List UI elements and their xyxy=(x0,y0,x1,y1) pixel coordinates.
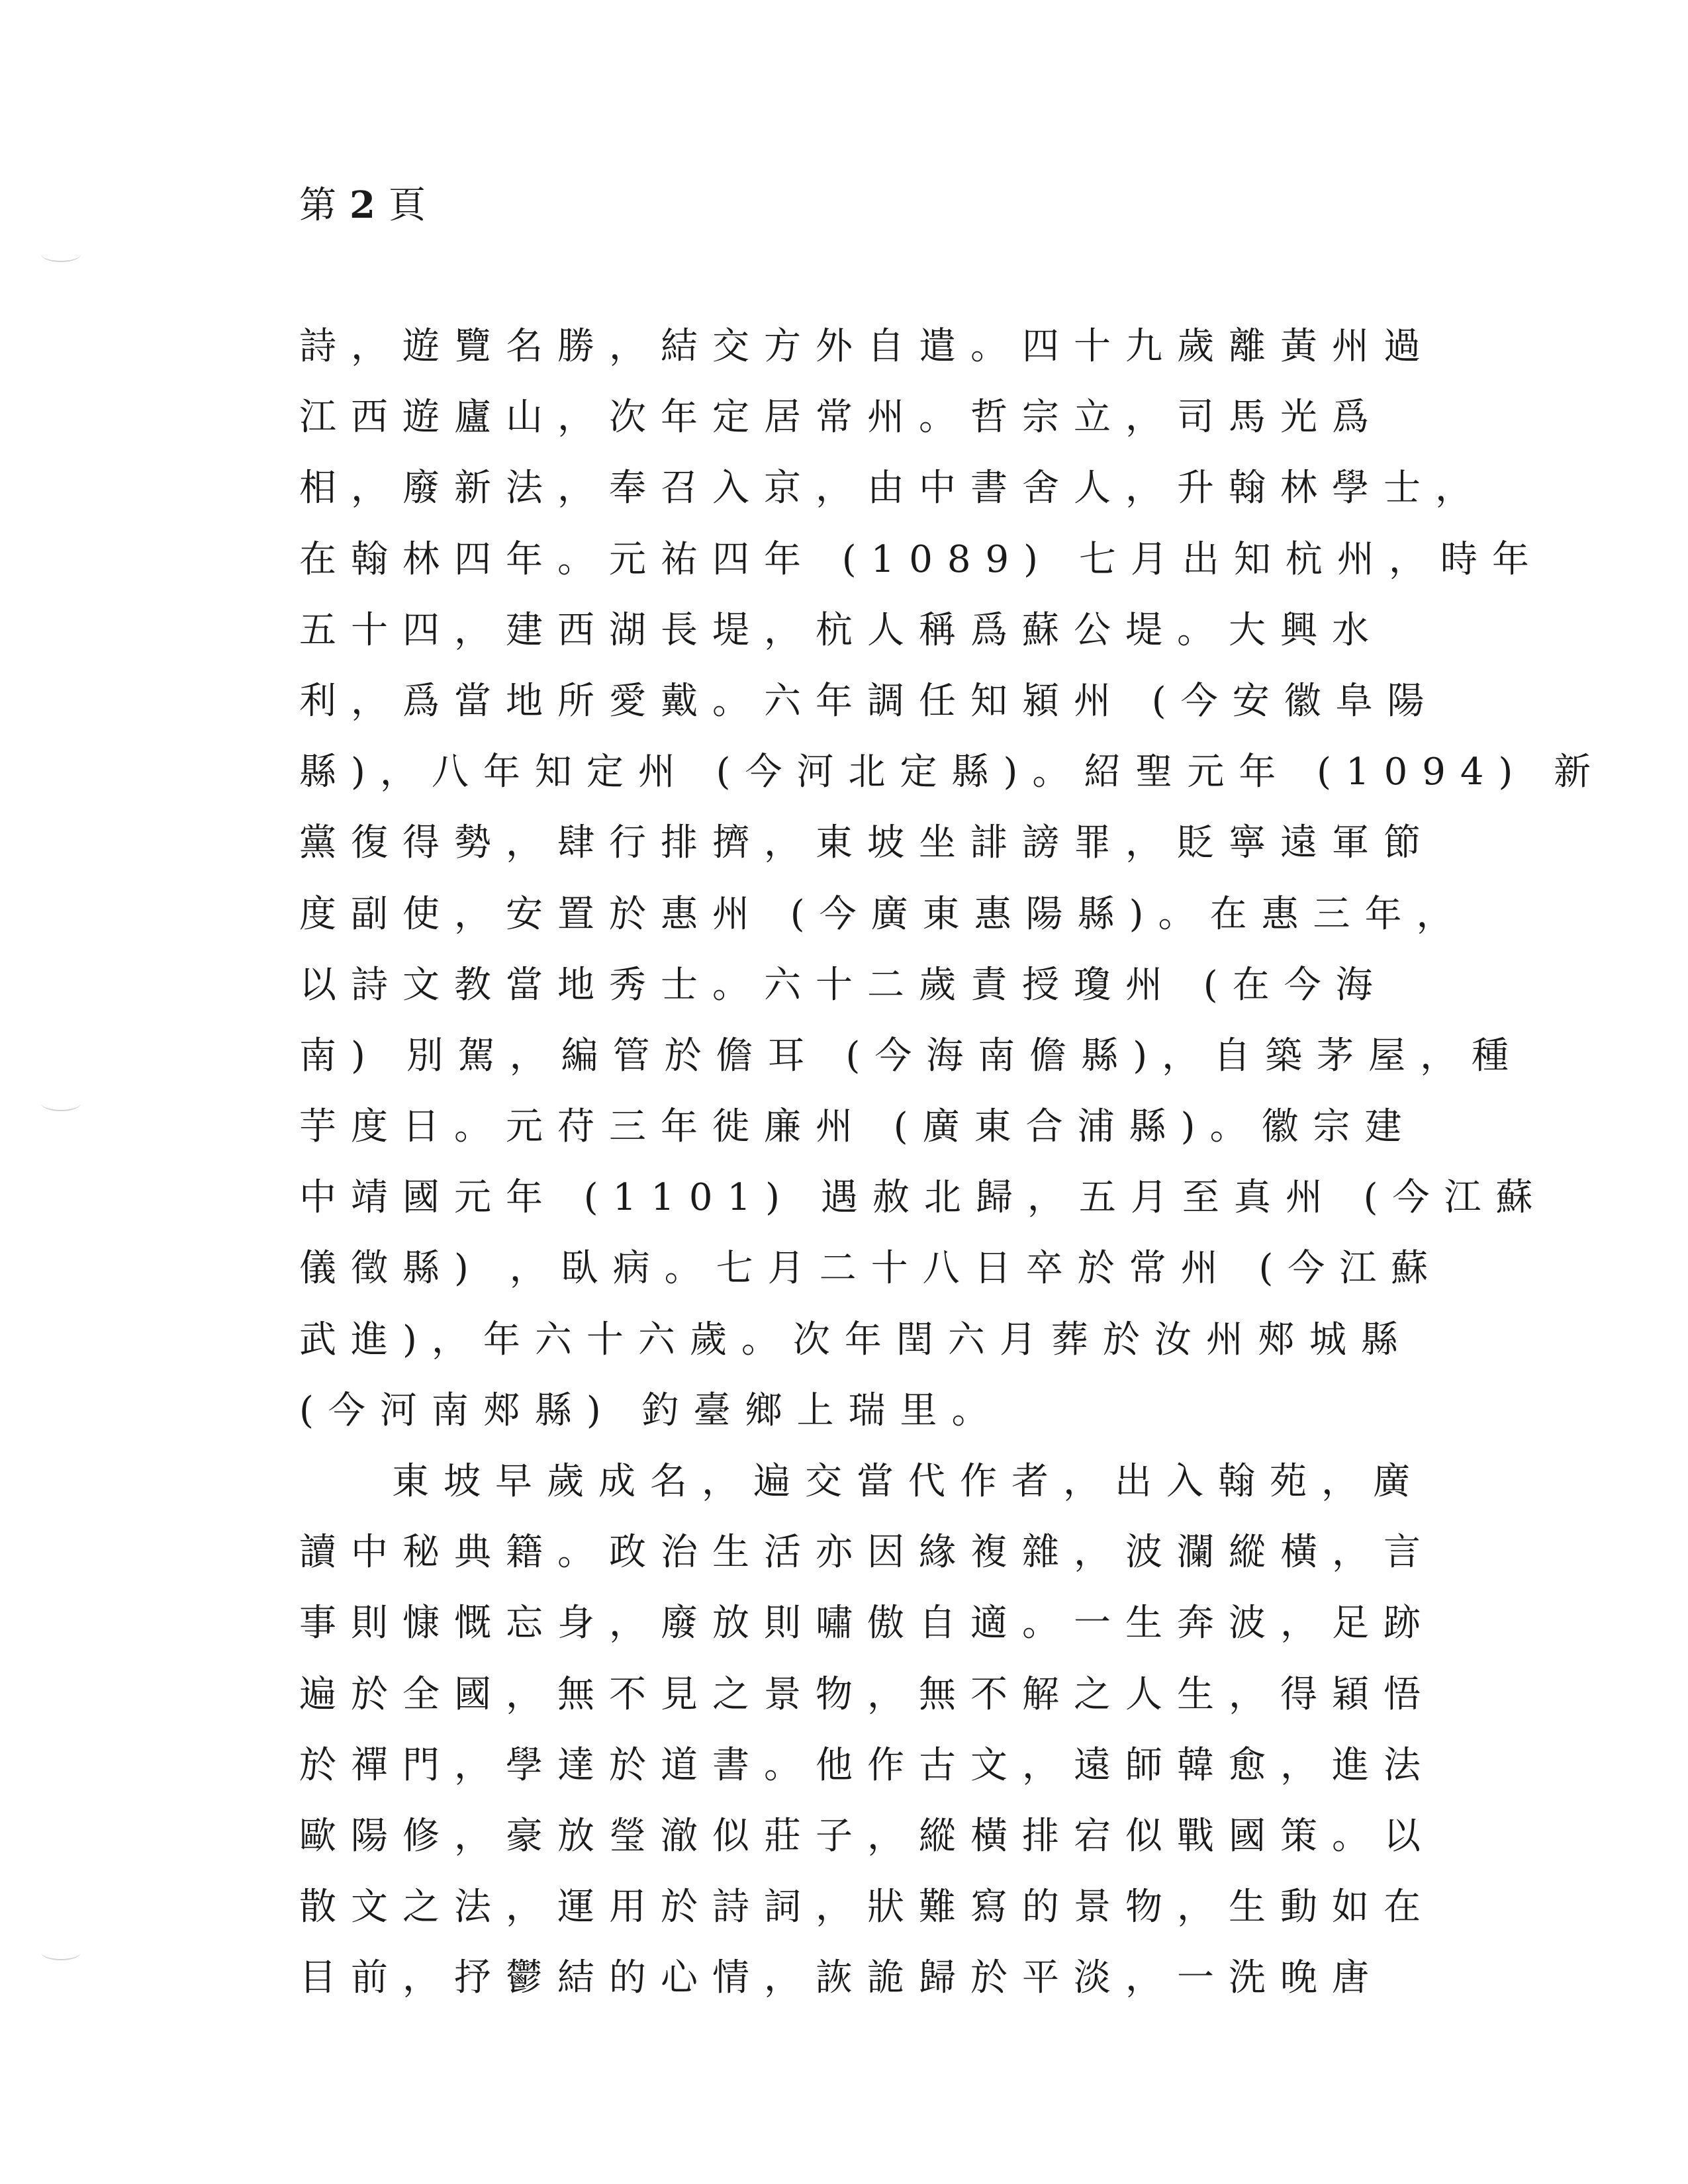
text-line: 儀徵縣) ，臥病。七月二十八日卒於常州 (今江蘇 xyxy=(299,1247,1443,1291)
text-line: 遍於全國，無不見之景物，無不解之人生，得穎悟 xyxy=(299,1672,1435,1716)
text-line: 讀中秘典籍。政治生活亦因緣複雜，波瀾縱橫，言 xyxy=(299,1531,1435,1574)
text-line: 中靖國元年 (1101) 遇赦北歸，五月至真州 (今江蘇 xyxy=(299,1176,1548,1220)
page-number-header xyxy=(299,179,430,232)
text-line: 散文之法，運用於詩詞，狀難寫的景物，生動如在 xyxy=(299,1886,1435,1929)
text-line: 五十四，建西湖長堤，杭人稱爲蘇公堤。大興水 xyxy=(299,608,1383,652)
text-line: 在翰林四年。元祐四年 (1089) 七月出知杭州，時年 xyxy=(299,537,1544,581)
text-line: 事則慷慨忘身，廢放則嘯傲自適。一生奔波，足跡 xyxy=(299,1602,1435,1645)
text-line: (今河南郟縣) 釣臺鄉上瑞里。 xyxy=(299,1388,1004,1432)
text-line: 南) 別駕，編管於儋耳 (今海南儋縣)，自築茅屋，種 xyxy=(299,1034,1524,1077)
text-line: 於禪門，學達於道書。他作古文，遠師韓愈，進法 xyxy=(299,1743,1435,1787)
text-line: 武進)，年六十六歲。次年閏六月葬於汝州郟城縣 xyxy=(299,1318,1413,1361)
text-line: 目前，抒鬱結的心情，詼詭歸於平淡，一洗晚唐 xyxy=(299,1956,1383,2000)
text-line: 利，爲當地所愛戴。六年調任知潁州 (今安徽阜陽 xyxy=(299,679,1439,723)
page-number: 2 xyxy=(350,183,379,227)
scan-mark xyxy=(41,1095,81,1111)
body-text xyxy=(299,311,1606,2014)
scan-mark xyxy=(41,246,81,262)
text-line: 江西遊廬山，次年定居常州。哲宗立，司馬光爲 xyxy=(299,396,1383,439)
text-line: 黨復得勢，肆行排擠，東坡坐誹謗罪，貶寧遠軍節 xyxy=(299,821,1435,865)
text-line: 芋度日。元苻三年徙廉州 (廣東合浦縣)。徽宗建 xyxy=(299,1105,1417,1149)
text-line: 歐陽修，豪放瑩澈似莊子，縱橫排宕似戰國策。以 xyxy=(299,1814,1435,1858)
scan-mark xyxy=(41,1944,81,1960)
page-number-suffix: 頁 xyxy=(388,184,430,227)
page-number-prefix: 第 xyxy=(299,184,340,227)
text-line: 縣)，八年知定州 (今河北定縣)。紹聖元年 (1094) 新 xyxy=(299,751,1606,794)
paragraph-first-line: 東坡早歲成名，遍交當代作者，出入翰苑，廣 xyxy=(392,1460,1425,1503)
text-line: 度副使，安置於惠州 (今廣東惠陽縣)。在惠三年， xyxy=(299,892,1468,936)
text-line: 相，廢新法，奉召入京，由中書舍人，升翰林學士， xyxy=(299,467,1487,510)
text-line: 以詩文教當地秀士。六十二歲責授瓊州 (在今海 xyxy=(299,963,1387,1007)
text-line: 詩，遊覽名勝，結交方外自遣。四十九歲離黃州過 xyxy=(299,325,1435,368)
